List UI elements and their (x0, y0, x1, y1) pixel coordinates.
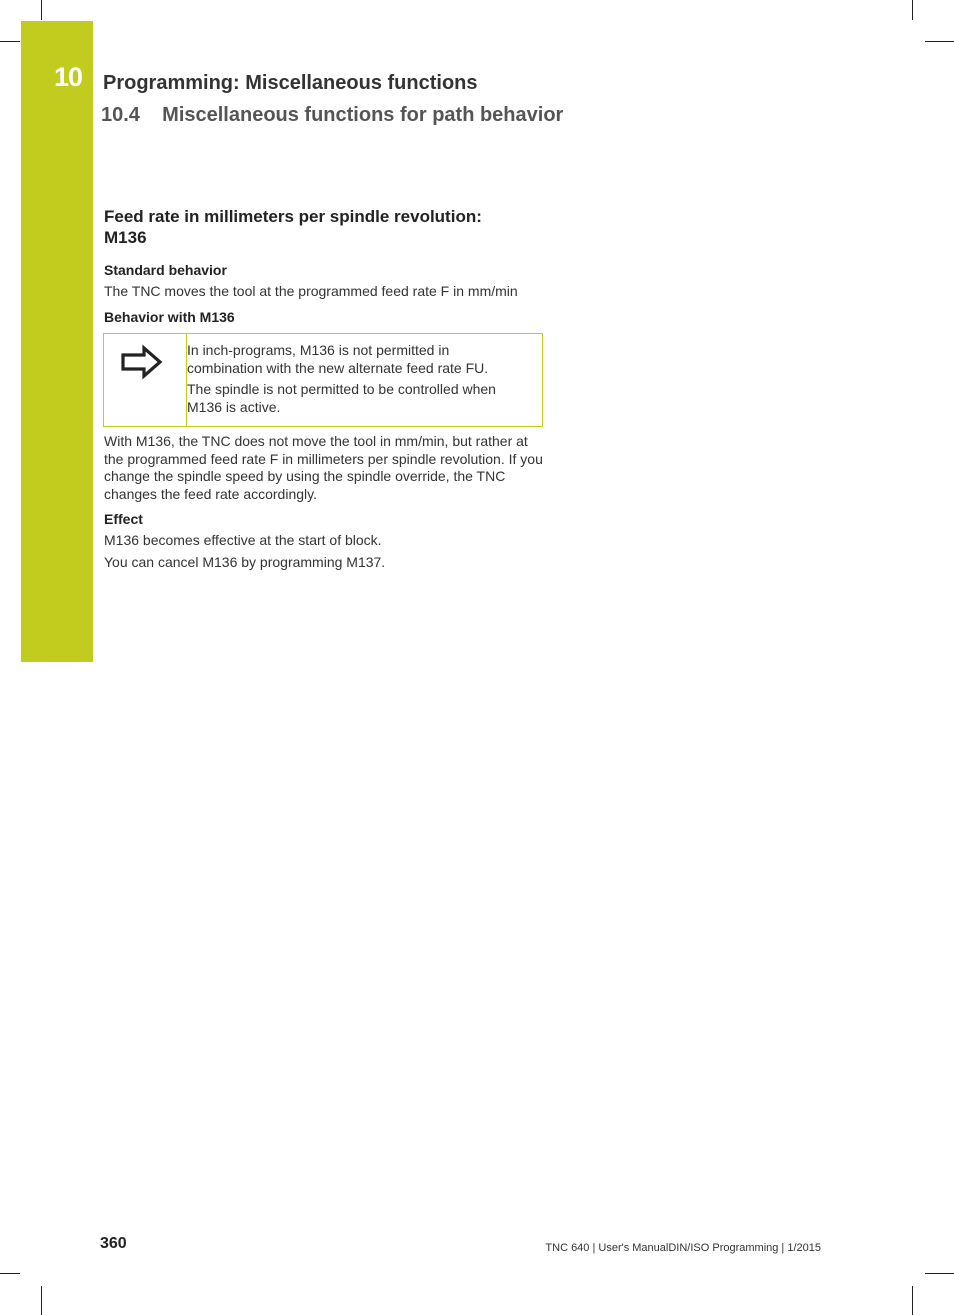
crop-mark (41, 0, 42, 20)
effect-label: Effect (104, 511, 143, 527)
crop-mark (925, 41, 954, 42)
effect-line: You can cancel M136 by programming M137. (104, 553, 386, 570)
effect-line: M136 becomes effective at the start of block. (104, 532, 382, 548)
section-heading (104, 206, 549, 248)
note-line: The spindle is not permitted to be controlled when M136 is active. (187, 381, 496, 415)
heading-text: Feed rate in millimeters per spindle revolution: (104, 207, 482, 226)
page-number: 360 (100, 1235, 127, 1252)
crop-mark (0, 1273, 20, 1274)
standard-behavior-label: Standard behavior (104, 262, 227, 278)
crop-mark (0, 41, 20, 42)
note-text (187, 342, 527, 416)
crop-mark (912, 0, 913, 20)
note-box (103, 333, 543, 427)
chapter-tab (21, 21, 93, 662)
note-line: In inch-programs, M136 is not permitted in combination with the new alternate feed rate FU. (187, 342, 489, 376)
crop-mark (912, 1286, 913, 1315)
arrow-right-icon (120, 343, 164, 381)
body-content (104, 433, 549, 571)
section-title: 10.4 Miscellaneous functions for path behavior (101, 104, 564, 126)
chapter-number: 10 (54, 62, 83, 92)
behavior-with-label: Behavior with M136 (104, 308, 235, 325)
body-paragraph: With M136, the TNC does not move the tool in mm/min, but rather at the programmed feed rate F in millimeters per spindle revolution. If you change the spindle speed by using the spindle override, the TNC changes the feed rate accordingly. (104, 433, 543, 502)
crop-mark (41, 1286, 42, 1315)
heading-code: M136 (104, 228, 147, 247)
footer-doc-info: TNC 640 | User's ManualDIN/ISO Programming | 1/2015 (545, 1242, 821, 1254)
crop-mark (925, 1273, 954, 1274)
standard-behavior-text: The TNC moves the tool at the programmed feed rate F in mm/min (104, 283, 518, 299)
main-content (104, 206, 549, 326)
chapter-title: Programming: Miscellaneous functions (103, 72, 478, 94)
